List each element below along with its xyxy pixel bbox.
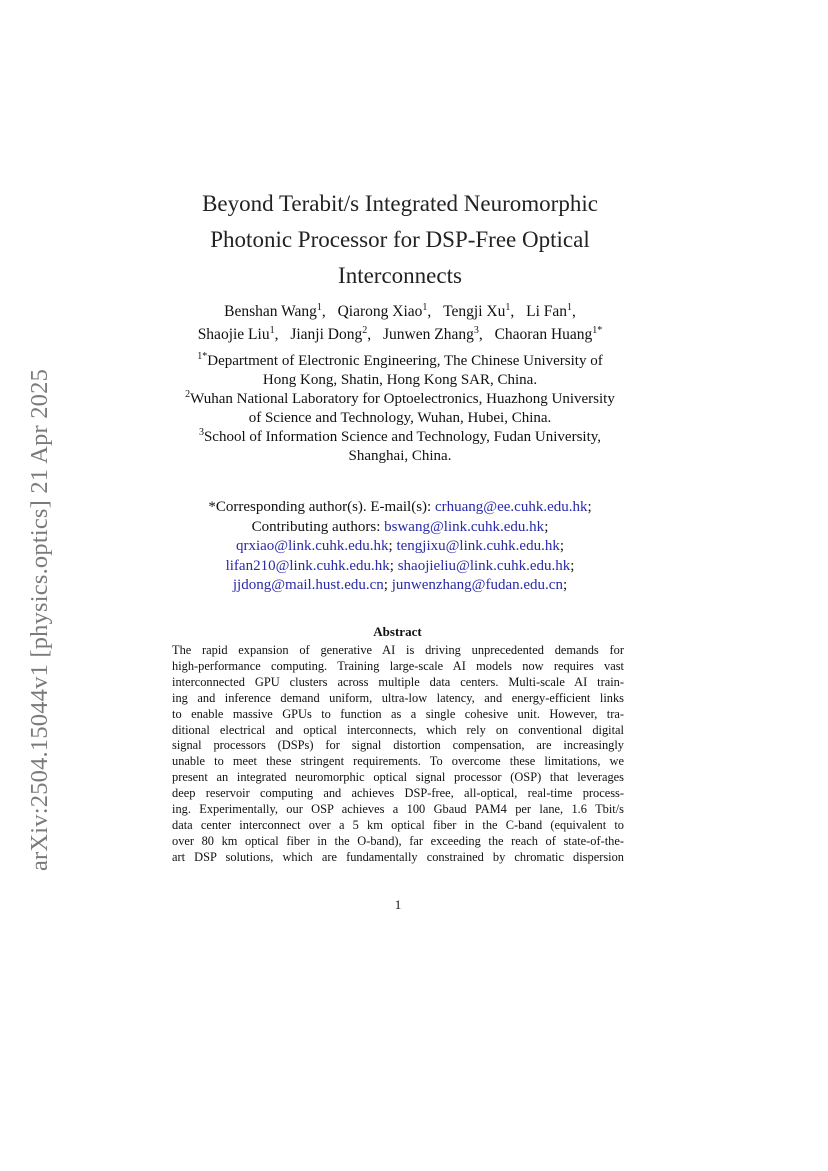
abstract-line: ditional electrical and optical interconnects, which rely on conventional digital [172,722,624,737]
abstract-heading: Abstract [373,624,422,639]
abstract-line: ing. Experimentally, our OSP achieves a 100 Gbaud PAM4 per lane, 1.6 Tbit/s [172,802,624,817]
abstract-line: data center interconnect over a 5 km optical fiber in the C-band (equivalent to [172,817,624,832]
affiliation-text: Wuhan National Laboratory for Optoelectronics, Huazhong University [190,391,615,407]
title-line: Beyond Terabit/s Integrated Neuromorphic [202,191,598,216]
affiliation-text: School of Information Science and Technology, Fudan University, [203,429,602,445]
email-link[interactable]: lifan210@link.cuhk.edu.hk [225,557,390,574]
abstract-body [172,643,624,866]
author-line [140,323,660,346]
page-number: 1 [394,897,402,912]
corresponding-label: *Corresponding author(s). E-mail(s): [208,499,432,515]
email-link[interactable]: shaojieliu@link.cuhk.edu.hk [397,557,571,574]
affiliation-line: of Science and Technology, Wuhan, Hubei, China. [248,410,552,426]
email-link[interactable]: bswang@link.cuhk.edu.hk [384,518,545,535]
author [495,326,603,343]
abstract-line: interconnected GPU clusters across multiple data centers. Multi-scale AI train- [172,674,624,689]
author-affiliation-mark: 1 [567,301,573,313]
author-line [140,300,660,323]
author-affiliation-mark: 1 [422,301,428,313]
author-list [140,300,660,346]
affiliation-line [140,428,660,447]
contact-block [140,498,660,596]
affiliation-mark: 1* [197,351,208,362]
contributing-label: Contributing authors: [251,518,381,535]
author-name: Benshan Wang [224,303,317,320]
abstract-line: deep reservoir computing and achieves DSP-free, all-optical, real-time process- [172,786,624,801]
author: Jianji Dong$^2$, [290,324,372,343]
affiliation-text: Department of Electronic Engineering, The Chinese University of [207,353,603,369]
author-affiliation-mark: 3 [473,324,479,336]
affiliation-list [140,352,660,466]
affiliation-line [140,352,660,371]
contact-row: qrxiao@link.cuhk.edu.hk; tengjixu@link.cuhk.edu.hk; [235,538,564,554]
email-link[interactable]: qrxiao@link.cuhk.edu.hk [235,538,389,554]
email-link[interactable]: junwenzhang@fudan.edu.cn [391,577,563,593]
title-line: Interconnects [338,263,462,288]
author-name: Qiarong Xiao [337,303,423,320]
paper-title [150,186,650,294]
author: Tengji Xu$^1$, [443,301,515,320]
arxiv-side-stamp [22,330,58,910]
email-link[interactable]: tengjixu@link.cuhk.edu.hk [396,538,560,554]
author: Benshan Wang$^1$, [224,301,326,320]
abstract-line: to enable massive GPUs to function as a single cohesive unit. However, tra- [172,706,624,721]
contact-row: lifan210@link.cuhk.edu.hk; shaojieliu@link.cuhk.edu.hk; [225,557,575,574]
abstract-line: signal processors (DSPs) for signal distortion compensation, are increasingly [172,738,624,753]
author-name: Shaojie Liu [197,326,270,343]
author-name: Jianji Dong [290,326,363,343]
author-affiliation-mark: 1* [592,324,603,336]
email-link[interactable]: jjdong@mail.hust.edu.cn [232,577,384,593]
author: Junwen Zhang$^3$, [383,324,483,343]
affiliation-line: Shanghai, China. [348,448,452,464]
email-link[interactable]: crhuang@ee.cuhk.edu.hk [434,499,588,515]
author-name: Chaoran Huang [494,326,593,343]
affiliation-line [140,390,660,409]
author-name: Tengji Xu [443,303,506,320]
affiliation-mark: 3 [198,427,204,438]
contact-row: Contributing authors: bswang@link.cuhk.edu.hk; [251,518,549,535]
title-line: Photonic Processor for DSP-Free Optical [210,227,590,252]
author-affiliation-mark: 1 [505,301,511,313]
abstract-line: high-performance computing. Training large-scale AI models now requires vast [172,658,624,673]
author-affiliation-mark: 1 [316,301,322,313]
abstract-line: art DSP solutions, which are fundamentally constrained by chromatic dispersion [172,849,624,864]
author-name: Li Fan [526,303,568,320]
affiliation-line: Hong Kong, Shatin, Hong Kong SAR, China. [262,372,538,388]
author-name: Junwen Zhang [383,326,474,343]
abstract-line: The rapid expansion of generative AI is driving unprecedented demands for [172,643,624,657]
author: Qiarong Xiao$^1$, [337,301,432,320]
author-affiliation-mark: 1 [269,324,275,336]
abstract-line: unable to meet these stringent requirements. To overcome these limitations, we [172,754,624,769]
abstract-line: present an integrated neuromorphic optical signal processor (OSP) that leverages [172,770,624,785]
author: Shaojie Liu$^1$, [197,324,279,343]
abstract-line: over 80 km optical fiber in the O-band), far exceeding the reach of state-of-the- [172,833,624,848]
abstract-line: ing and inference demand uniform, ultra-low latency, and energy-efficient links [172,690,624,705]
author-affiliation-mark: 2 [362,324,368,336]
affiliation-mark: 2 [185,389,191,400]
arxiv-identifier: arXiv:2504.15044v1 [physics.optics] 21 Apr 2025 [26,368,53,872]
contact-row: *Corresponding author(s). E-mail(s): crhuang@ee.cuhk.edu.hk; [208,499,592,515]
author: Li Fan$^1$, [526,301,576,320]
contact-row: jjdong@mail.hust.edu.cn; junwenzhang@fudan.edu.cn; [232,577,568,593]
